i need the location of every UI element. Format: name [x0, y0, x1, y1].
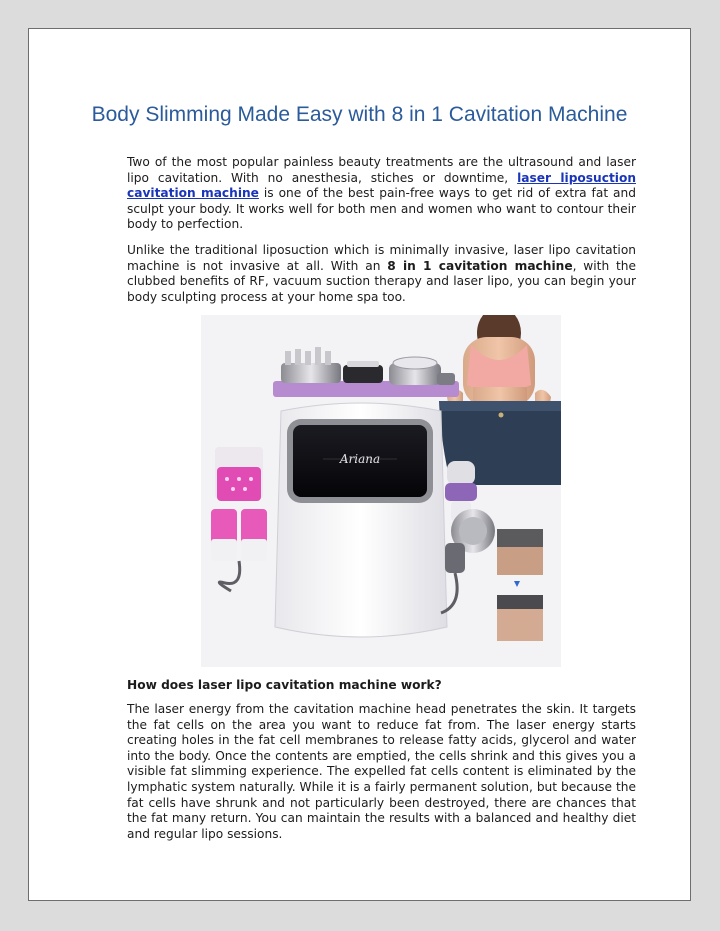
- intro-paragraph: [127, 155, 636, 233]
- laser-liposuction-link[interactable]: laser liposuction cavitation machine: [127, 170, 636, 201]
- top-handpieces: [273, 347, 459, 397]
- machine-body: [275, 403, 447, 637]
- product-image: [201, 315, 561, 667]
- intro-text-start: Two of the most popular painless beauty treatments are the ultrasound and laser lipo cavitation. With no anesthesia, stiches or downtime,: [127, 155, 636, 185]
- document-page: [28, 28, 691, 901]
- section-heading: How does laser lipo cavitation machine work?: [127, 678, 442, 692]
- woman-figure: [439, 315, 561, 485]
- brand-logo: Ariana: [339, 452, 381, 466]
- intro-text-end: is one of the best pain-free ways to get rid of extra fat and sculpt your body. It works well for both men and women who want to contour their body to perfection.: [127, 186, 636, 232]
- second-paragraph: [127, 243, 636, 305]
- explanation-paragraph: The laser energy from the cavitation machine head penetrates the skin. It targets the fat cells on the area you want to reduce fat from. The laser energy starts creating holes in the fat cell membranes to release fatty acids, glycerol and water into the body. Once the contents are emptied, the cells shrink and this gives you a visible fat slimming experience. The expelled fat cells content is eliminated by the lymphatic system naturally. While it is a fairly permanent solution, but because the fat cells have shrunk and not particularly been destroyed, there are chances that the fat many return. You can maintain the results with a balanced and healthy diet and regular lipo sessions.: [127, 702, 636, 841]
- before-after-photos: [497, 529, 543, 641]
- laser-pads: [211, 447, 267, 591]
- cavitation-machine-illustration: [201, 315, 561, 667]
- machine-name-bold: 8 in 1 cavitation machine: [387, 258, 573, 273]
- page-title: Body Slimming Made Easy with 8 in 1 Cavitation Machine: [91, 103, 628, 126]
- second-text-start: Unlike the traditional liposuction which is minimally invasive, laser lipo cavitation machine is not invasive at all. With an: [127, 243, 636, 273]
- second-text-end: , with the clubbed benefits of RF, vacuum suction therapy and laser lipo, you can begin your body sculpting process at your home spa too.: [127, 258, 637, 304]
